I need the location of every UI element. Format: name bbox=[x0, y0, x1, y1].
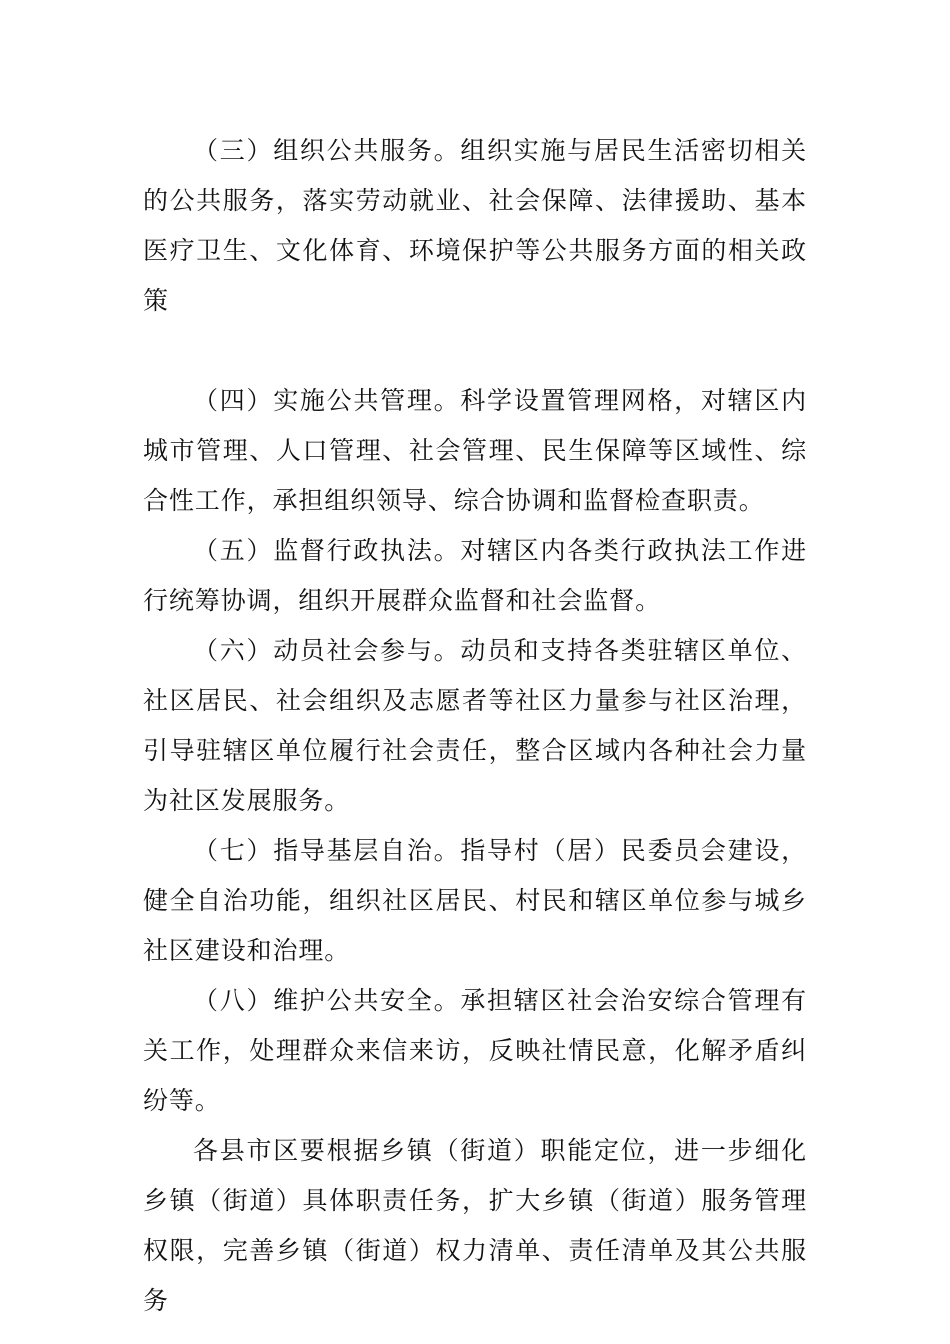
paragraph-public-service: （三）组织公共服务。组织实施与居民生活密切相关的公共服务，落实劳动就业、社会保障、法律援助、基本医疗卫生、文化体育、环境保护等公共服务方面的相关政策 bbox=[143, 136, 807, 315]
paragraph-administrative-enforcement: （五）监督行政执法。对辖区内各类行政执法工作进行统筹协调，组织开展群众监督和社会监督。 bbox=[143, 536, 807, 615]
paragraph-gap bbox=[143, 326, 807, 376]
paragraph-county-duties: 各县市区要根据乡镇（街道）职能定位，进一步细化乡镇（街道）具体职责任务，扩大乡镇（街道）服务管理权限，完善乡镇（街道）权力清单、责任清单及其公共服务 bbox=[143, 1136, 807, 1315]
document-body bbox=[143, 126, 807, 1326]
paragraph-public-management: （四）实施公共管理。科学设置管理网格，对辖区内城市管理、人口管理、社会管理、民生保障等区域性、综合性工作，承担组织领导、综合协调和监督检查职责。 bbox=[143, 386, 807, 515]
paragraph-grassroots-autonomy: （七）指导基层自治。指导村（居）民委员会建设，健全自治功能，组织社区居民、村民和辖区单位参与城乡社区建设和治理。 bbox=[143, 836, 807, 965]
paragraph-public-safety: （八）维护公共安全。承担辖区社会治安综合管理有关工作，处理群众来信来访，反映社情民意，化解矛盾纠纷等。 bbox=[143, 986, 807, 1115]
paragraph-social-participation: （六）动员社会参与。动员和支持各类驻辖区单位、社区居民、社会组织及志愿者等社区力量参与社区治理，引导驻辖区单位履行社会责任，整合区域内各种社会力量为社区发展服务。 bbox=[143, 636, 807, 815]
